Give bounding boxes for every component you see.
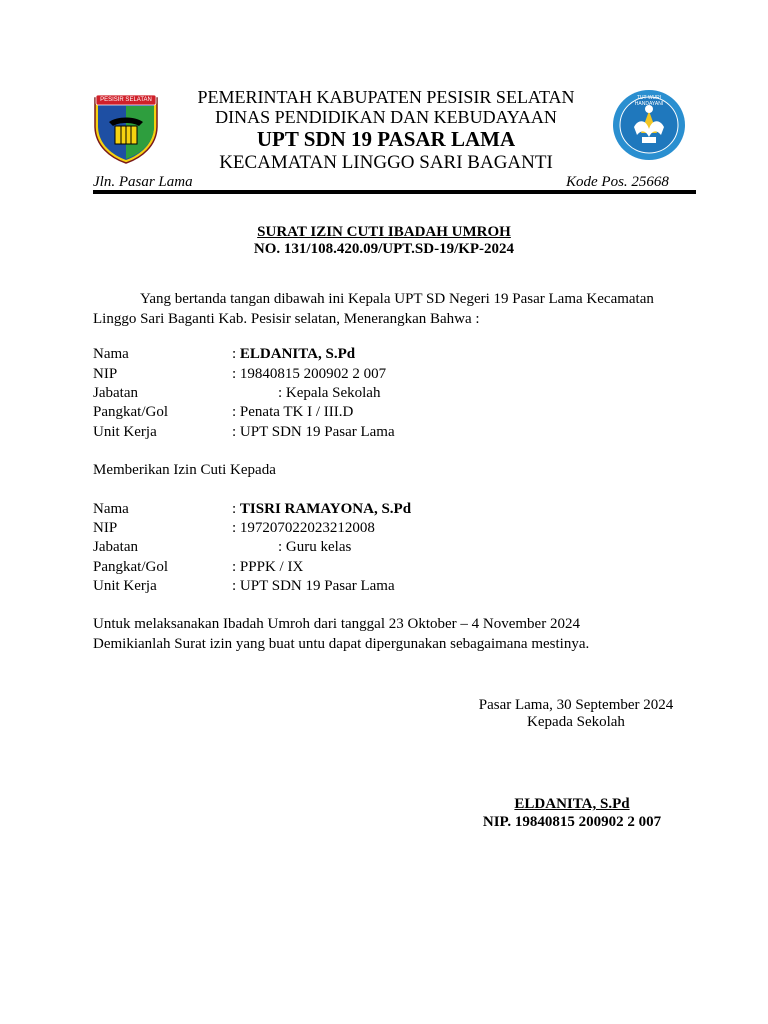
grantor-jabatan-label: Jabatan xyxy=(93,385,138,401)
header-department: DINAS PENDIDIKAN DAN KEBUDAYAAN xyxy=(215,107,557,127)
signer-nip: NIP. 19840815 200902 2 007 xyxy=(482,814,662,830)
header-district: KECAMATAN LINGGO SARI BAGANTI xyxy=(219,152,553,173)
header-divider xyxy=(93,190,696,194)
grantor-pangkat-label: Pangkat/Gol xyxy=(93,404,168,420)
header-postal-code: Kode Pos. 25668 xyxy=(566,174,669,190)
intro-line-1: Yang bertanda tangan dibawah ini Kepala UPT SD Negeri 19 Pasar Lama Kecamatan xyxy=(140,291,654,307)
signer-title: Kepada Sekolah xyxy=(527,714,625,730)
grantor-name-label: Nama xyxy=(93,346,129,362)
header-address: Jln. Pasar Lama xyxy=(93,174,193,190)
letter-title: SURAT IZIN CUTI IBADAH UMROH xyxy=(257,224,511,240)
grantor-nip-label: NIP xyxy=(93,366,118,382)
grantee-unit-value: : UPT SDN 19 Pasar Lama xyxy=(232,578,395,594)
grantee-unit-label: Unit Kerja xyxy=(93,578,157,594)
grantor-nip-value: : 19840815 200902 2 007 xyxy=(232,366,387,382)
grantee-nip-value: : 197207022023212008 xyxy=(232,520,375,536)
grantor-name-value: ELDANITA, S.Pd xyxy=(239,346,356,362)
grantee-jabatan-label: Jabatan xyxy=(93,539,138,555)
place-date: Pasar Lama, 30 September 2024 xyxy=(478,697,674,713)
left-logo-label: PESISIR SELATAN xyxy=(100,97,152,103)
grantor-name: : ELDANITA, S.Pd xyxy=(232,346,356,362)
right-logo-label: TUT WURI HANDAYANI xyxy=(634,95,664,107)
header-government: PEMERINTAH KABUPATEN PESISIR SELATAN xyxy=(197,87,575,107)
grantee-jabatan-value: : Guru kelas xyxy=(278,539,352,555)
purpose-line-2: Demikianlah Surat izin yang buat untu dapat dipergunakan sebagaimana mestinya. xyxy=(93,636,590,652)
grantee-pangkat-label: Pangkat/Gol xyxy=(93,559,168,575)
letter-number: NO. 131/108.420.09/UPT.SD-19/KP-2024 xyxy=(253,241,515,257)
grantee-name: : TISRI RAMAYONA, S.Pd xyxy=(232,501,412,517)
grantee-name-label: Nama xyxy=(93,501,129,517)
intro-line-2: Linggo Sari Baganti Kab. Pesisir selatan, Menerangkan Bahwa : xyxy=(93,311,480,327)
grantor-jabatan-value: : Kepala Sekolah xyxy=(278,385,381,401)
grantee-nip-label: NIP xyxy=(93,520,118,536)
signer-name: ELDANITA, S.Pd xyxy=(514,796,630,812)
purpose-line-1: Untuk melaksanakan Ibadah Umroh dari tanggal 23 Oktober – 4 November 2024 xyxy=(93,616,580,632)
grantee-pangkat-value: : PPPK / IX xyxy=(232,559,304,575)
grant-statement: Memberikan Izin Cuti Kepada xyxy=(93,462,276,478)
grantor-unit-value: : UPT SDN 19 Pasar Lama xyxy=(232,424,395,440)
grantee-name-value: TISRI RAMAYONA, S.Pd xyxy=(239,501,412,517)
header-school-name: UPT SDN 19 PASAR LAMA xyxy=(256,127,516,151)
grantor-unit-label: Unit Kerja xyxy=(93,424,157,440)
grantor-pangkat-value: : Penata TK I / III.D xyxy=(232,404,354,420)
